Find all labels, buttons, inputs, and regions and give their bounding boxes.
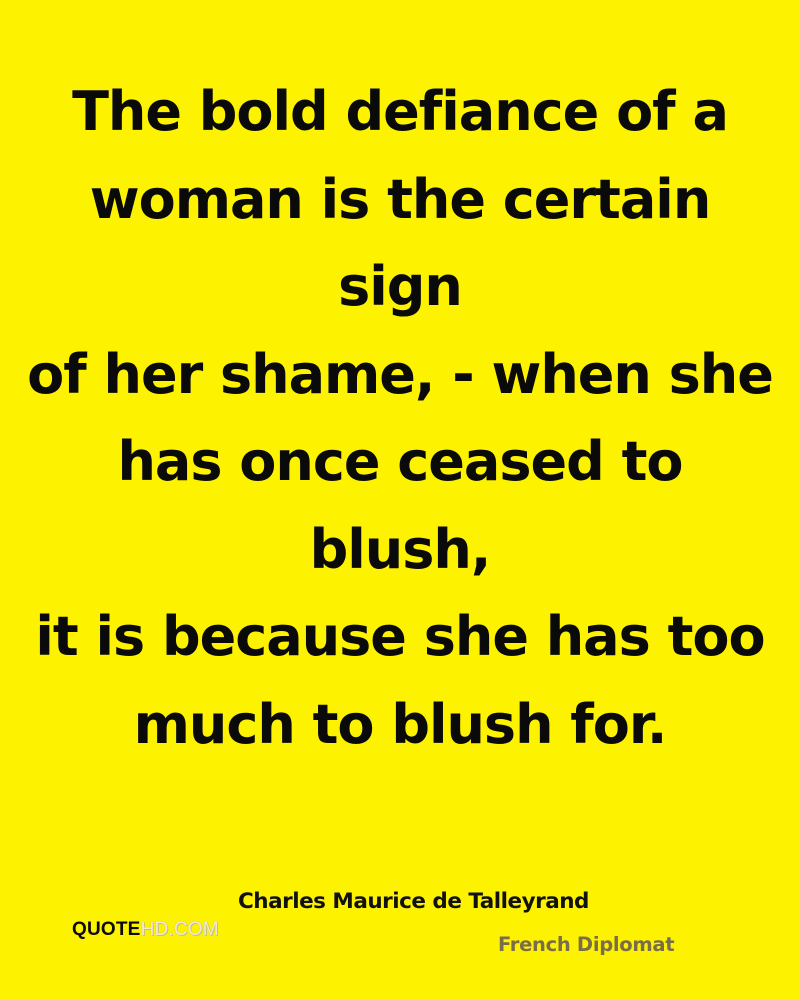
logo-hd-text: HD.COM [140,919,219,940]
logo-quote-text: QUOTE [72,919,141,940]
quote-line: The bold defiance of a [72,80,728,143]
quote-line: much to blush for. [133,692,667,756]
quote-line: has once ceased to blush, [117,430,683,581]
quote-text [20,68,780,768]
site-logo [72,920,219,939]
quote-line: of her shame, - when she [27,342,773,406]
author-name: Charles Maurice de Talleyrand [238,889,589,914]
author-profession: French Diplomat [498,933,675,956]
quote-line: it is because she has too [35,605,765,668]
quote-line: woman is the certain sign [89,167,711,318]
